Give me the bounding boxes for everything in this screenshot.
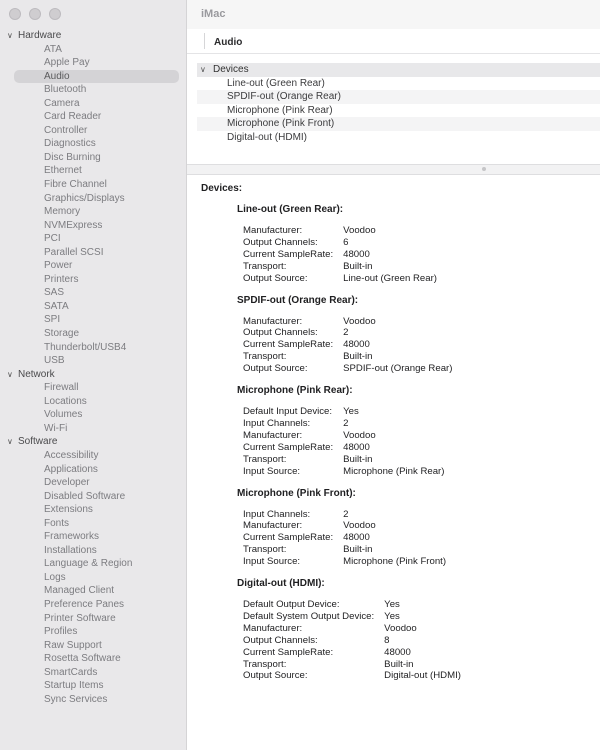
sidebar-item-bluetooth[interactable]: Bluetooth [44,84,87,96]
sidebar-item-profiles[interactable]: Profiles [44,626,78,638]
sidebar-item-smartcards[interactable]: SmartCards [44,666,98,678]
sidebar-group-software[interactable] [0,435,187,449]
chevron-down-icon: ∨ [7,31,13,40]
sidebar-item-rosetta-software[interactable]: Rosetta Software [44,653,121,665]
sidebar-item-fibre-channel[interactable]: Fibre Channel [44,179,107,191]
property-row [243,509,446,521]
property-value: Voodoo [343,429,376,441]
sidebar-item-usb[interactable]: USB [44,355,65,367]
property-key: Output Source: [243,272,308,284]
sidebar-item-thunderbolt-usb4[interactable]: Thunderbolt/USB4 [44,341,127,353]
property-row [243,406,444,418]
property-key: Current SampleRate: [243,441,334,453]
property-value: 48000 [343,339,370,351]
sidebar-item-extensions[interactable]: Extensions [44,504,93,516]
property-value: Voodoo [343,315,376,327]
property-key: Transport: [243,453,287,465]
sidebar-item-pci[interactable]: PCI [44,233,61,245]
property-value: Voodoo [384,622,417,634]
device-detail [201,183,600,692]
property-key: Output Channels: [243,236,318,248]
device-properties [243,599,461,682]
property-row [243,454,444,466]
chevron-down-icon: ∨ [7,437,13,447]
property-row [243,623,461,635]
sidebar-item-sas[interactable]: SAS [44,287,65,299]
sidebar-group-hardware[interactable] [0,29,187,43]
sidebar-item-volumes[interactable]: Volumes [44,409,83,421]
sidebar-tree [0,29,187,706]
property-value: Built-in [343,351,373,363]
header-divider [204,33,205,49]
property-value: Built-in [343,453,373,465]
pane-title: Audio [214,37,243,48]
property-key: Transport: [243,544,287,556]
sidebar-item-logs[interactable]: Logs [44,571,66,583]
property-row [243,261,437,273]
sidebar-item-ethernet[interactable]: Ethernet [44,165,82,177]
property-value: Built-in [343,544,373,556]
device-row[interactable]: SPDIF-out (Orange Rear) [197,90,600,104]
property-row [243,351,452,363]
detail-root-title: Devices: [201,183,243,194]
property-value: 8 [384,634,390,646]
window-controls [9,8,61,20]
sidebar-item-fonts[interactable]: Fonts [44,517,70,529]
sidebar-item-parallel-scsi[interactable]: Parallel SCSI [44,246,104,258]
sidebar-group-network[interactable] [0,368,187,382]
property-value: 48000 [343,441,370,453]
property-key: Input Channels: [243,508,311,520]
property-value: Yes [343,406,359,418]
sidebar-item-sata[interactable]: SATA [44,300,69,312]
device-properties [243,316,452,376]
property-value: Microphone (Pink Rear) [343,465,445,477]
property-row [243,635,461,647]
property-key: Current SampleRate: [243,339,334,351]
device-row[interactable]: Line-out (Green Rear) [227,77,325,89]
property-row [243,225,437,237]
property-row [243,363,452,375]
property-value: Digital-out (HDMI) [384,670,461,682]
property-row [243,659,461,671]
property-value: Yes [384,599,400,611]
property-row [243,273,437,285]
property-value: Built-in [343,260,373,272]
property-row [243,611,461,623]
property-key: Transport: [243,260,287,272]
device-properties [243,509,446,569]
property-value: 2 [343,327,349,339]
sidebar-item-memory[interactable]: Memory [44,206,81,218]
sidebar-item-controller[interactable]: Controller [44,124,88,136]
property-value: Voodoo [343,225,376,236]
property-value: 2 [343,417,349,429]
devices-heading-label: Devices [213,64,249,75]
property-value: Microphone (Pink Front) [343,556,447,568]
property-key: Manufacturer: [243,225,303,236]
content-pane [187,29,600,750]
sidebar-item-startup-items[interactable]: Startup Items [44,680,104,692]
sidebar-item-apple-pay[interactable]: Apple Pay [44,57,90,69]
sidebar-item-storage[interactable]: Storage [44,328,80,340]
sidebar-item-diagnostics[interactable]: Diagnostics [44,138,96,150]
chevron-down-icon: ∨ [7,369,13,379]
property-key: Default Input Device: [243,406,333,418]
property-key: Transport: [243,351,287,363]
property-value: 6 [343,236,349,248]
property-row [243,647,461,659]
property-key: Output Channels: [243,327,318,339]
property-key: Manufacturer: [243,315,303,327]
property-row [243,520,446,532]
property-row [243,237,437,249]
sidebar [0,0,187,750]
sidebar-item-wi-fi[interactable]: Wi-Fi [44,422,68,434]
devices-tree-heading[interactable] [197,63,600,77]
property-row [243,466,444,478]
property-row [243,532,446,544]
sidebar-item-preference-panes[interactable]: Preference Panes [44,598,125,610]
device-row[interactable]: Digital-out (HDMI) [227,131,308,143]
property-value: Yes [384,610,400,622]
pane-header [187,29,600,54]
sidebar-item-graphics-displays[interactable]: Graphics/Displays [44,192,125,204]
sidebar-item-firewall[interactable]: Firewall [44,382,79,394]
property-value: 48000 [384,646,411,658]
device-row[interactable]: Microphone (Pink Rear) [227,104,333,116]
sidebar-item-nvmexpress[interactable]: NVMExpress [44,219,103,231]
property-key: Manufacturer: [243,429,303,441]
device-block [237,385,600,477]
sidebar-item-card-reader[interactable]: Card Reader [44,111,102,123]
property-value: Line-out (Green Rear) [343,272,437,284]
sidebar-item-power[interactable]: Power [44,260,73,272]
property-row [243,556,446,568]
sidebar-item-applications[interactable]: Applications [44,463,98,475]
sidebar-item-sync-services[interactable]: Sync Services [44,693,108,705]
property-row [243,430,444,442]
sidebar-item-ata[interactable]: ATA [44,43,62,55]
property-value: 48000 [343,248,370,260]
device-properties [243,406,444,477]
sidebar-group-label: Software [18,436,58,448]
device-block [237,578,600,682]
chevron-down-icon: ∨ [200,65,206,74]
device-title: Digital-out (HDMI): [237,578,325,590]
property-row [243,544,446,556]
property-key: Output Source: [243,670,308,682]
property-value: Built-in [384,658,414,670]
sidebar-group-label: Hardware [18,30,62,41]
sidebar-item-printers[interactable]: Printers [44,273,79,285]
property-key: Output Source: [243,363,308,375]
device-row[interactable]: Microphone (Pink Front) [197,117,600,131]
property-key: Manufacturer: [243,622,303,634]
sidebar-item-installations[interactable]: Installations [44,544,97,556]
property-row [243,327,452,339]
sidebar-item-disabled-software[interactable]: Disabled Software [44,490,126,502]
property-key: Input Source: [243,465,301,477]
device-title: Line-out (Green Rear): [237,204,344,215]
sidebar-item-language-region[interactable]: Language & Region [44,558,133,570]
property-row [243,442,444,454]
property-key: Default System Output Device: [243,610,375,622]
property-key: Output Channels: [243,634,318,646]
property-value: 2 [343,508,349,520]
minimize-window-button[interactable] [29,8,41,20]
splitter-handle-icon [482,167,486,171]
property-value: 48000 [343,532,370,544]
sidebar-item-accessibility[interactable]: Accessibility [44,449,99,461]
device-block [237,295,600,376]
sidebar-item-printer-software[interactable]: Printer Software [44,612,116,624]
property-row [243,599,461,611]
property-key: Current SampleRate: [243,532,334,544]
close-window-button[interactable] [9,8,21,20]
property-row [243,418,444,430]
property-key: Input Source: [243,556,301,568]
property-row [243,670,461,682]
property-key: Default Output Device: [243,599,340,611]
sidebar-item-raw-support[interactable]: Raw Support [44,639,102,651]
property-key: Manufacturer: [243,520,303,532]
device-title: Microphone (Pink Front): [237,487,356,499]
title-bar [187,0,600,29]
property-row [243,249,437,261]
device-title: Microphone (Pink Rear): [237,385,353,397]
sidebar-item-managed-client[interactable]: Managed Client [44,585,115,597]
sidebar-item-spi[interactable]: SPI [44,314,61,326]
device-block [237,204,600,285]
pane-splitter[interactable] [187,164,600,175]
property-row [243,316,452,328]
window-title: iMac [201,8,226,20]
sidebar-item-disc-burning[interactable]: Disc Burning [44,151,101,163]
devices-tree [197,63,600,144]
property-value: Voodoo [343,520,376,532]
sidebar-item-camera[interactable]: Camera [44,97,80,109]
sidebar-item-frameworks[interactable]: Frameworks [44,531,100,543]
property-key: Current SampleRate: [243,248,334,260]
property-row [243,339,452,351]
sidebar-group-label: Network [18,368,55,380]
sidebar-item-audio[interactable]: Audio [14,70,179,84]
device-title: SPDIF-out (Orange Rear): [237,294,359,306]
device-block [237,488,600,569]
property-key: Input Channels: [243,417,311,429]
zoom-window-button[interactable] [49,8,61,20]
property-value: SPDIF-out (Orange Rear) [343,363,453,375]
property-key: Transport: [243,658,287,670]
sidebar-item-developer[interactable]: Developer [44,477,90,489]
sidebar-item-locations[interactable]: Locations [44,395,87,407]
device-properties [243,225,437,285]
property-key: Current SampleRate: [243,646,334,658]
